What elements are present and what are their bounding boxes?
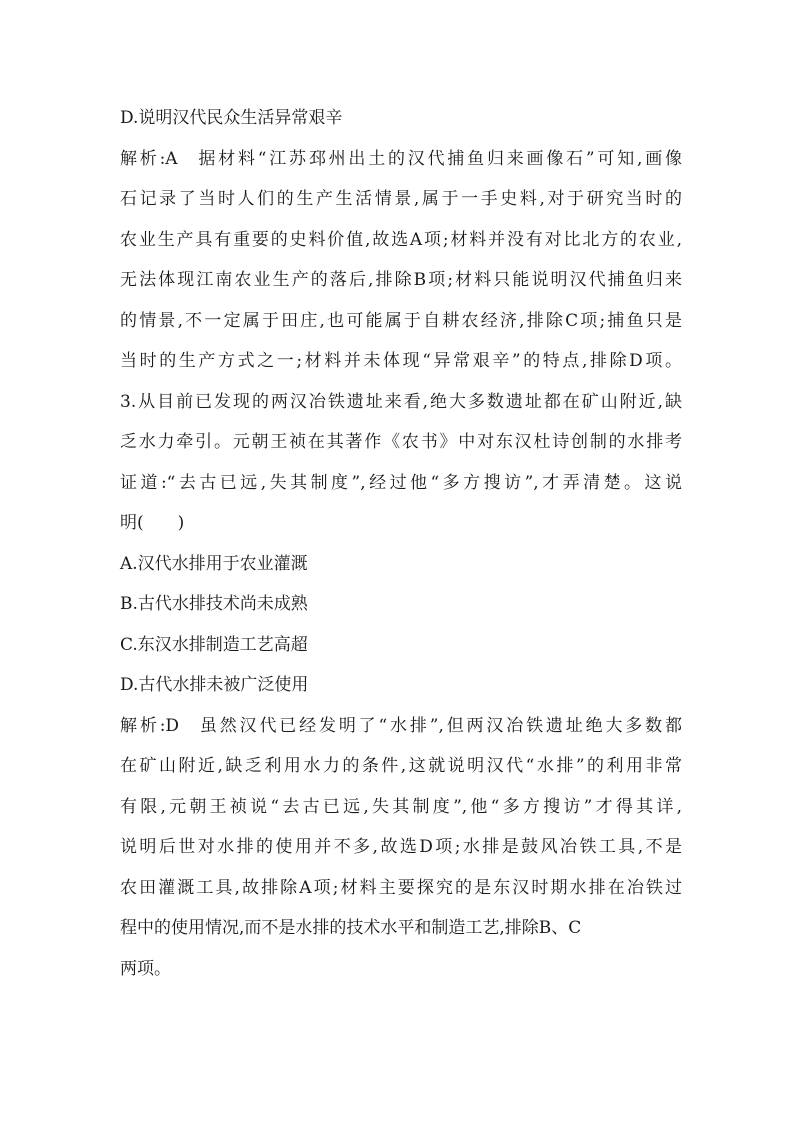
q3-analysis-text-1: 虽然汉代已经发明了“水排”,但两汉冶铁遗址绝大多数都 bbox=[197, 715, 682, 736]
q3-analysis-line-5: 农田灌溉工具,故排除A项;材料主要探究的是东汉时期水排在冶铁过 bbox=[120, 877, 682, 898]
q3-option-d: D.古代水排未被广泛使用 bbox=[120, 675, 309, 695]
q3-analysis-line-7: 两项。 bbox=[120, 958, 171, 979]
q3-stem-line-2: 乏水力牵引。元朝王祯在其著作《农书》中对东汉杜诗创制的水排考 bbox=[120, 432, 682, 452]
q2-analysis-line-3: 农业生产具有重要的史料价值,故选A项;材料并没有对比北方的农业, bbox=[120, 229, 682, 250]
q3-analysis-line-4: 说明后世对水排的使用并不多,故选D项;水排是鼓风冶铁工具,不是 bbox=[120, 837, 682, 857]
q2-analysis-line-5: 的情景,不一定属于田庄,也可能属于自耕农经济,排除C项;捕鱼只是 bbox=[120, 310, 682, 331]
q2-analysis-line-6: 当时的生产方式之一;材料并未体现“异常艰辛”的特点,排除D项。 bbox=[120, 351, 682, 371]
q3-option-c: C.东汉水排制造工艺高超 bbox=[120, 634, 308, 655]
q3-stem-last-suffix: ) bbox=[177, 513, 185, 533]
q3-analysis-label: 解析:D bbox=[120, 715, 180, 736]
q2-analysis-line-1 bbox=[120, 139, 682, 180]
q3-stem-line-4 bbox=[120, 503, 682, 544]
q3-analysis-line-3: 有限,元朝王祯说“去古已远,失其制度”,他“多方搜访”才得其详, bbox=[120, 796, 682, 817]
q2-analysis-label: 解析:A bbox=[120, 148, 178, 169]
q3-stem-last-prefix: 明( bbox=[120, 513, 144, 533]
q3-analysis-line-6: 程中的使用情况,而不是水排的技术水平和制造工艺,排除B、C bbox=[120, 918, 582, 938]
q3-option-b: B.古代水排技术尚未成熟 bbox=[120, 594, 308, 614]
q3-analysis-line-2: 在矿山附近,缺乏利用水力的条件,这就说明汉代“水排”的利用非常 bbox=[120, 756, 682, 776]
q3-analysis-line-1 bbox=[120, 706, 682, 747]
q2-analysis-line-2: 石记录了当时人们的生产生活情景,属于一手史料,对于研究当时的 bbox=[120, 189, 682, 209]
q2-option-d: D.说明汉代民众生活异常艰辛 bbox=[120, 108, 343, 128]
q3-stem-line-1: 3.从目前已发现的两汉冶铁遗址来看,绝大多数遗址都在矿山附近,缺 bbox=[120, 391, 682, 412]
q3-stem-line-3: 证道:“去古已远,失其制度”,经过他“多方搜访”,才弄清楚。这说 bbox=[120, 472, 682, 493]
q3-option-a: A.汉代水排用于农业灌溉 bbox=[120, 553, 308, 574]
q2-analysis-text-1: 据材料“江苏邳州出土的汉代捕鱼归来画像石”可知,画像 bbox=[195, 148, 682, 169]
document-content bbox=[120, 98, 682, 989]
q2-analysis-line-4: 无法体现江南农业生产的落后,排除B项;材料只能说明汉代捕鱼归来 bbox=[120, 270, 682, 290]
